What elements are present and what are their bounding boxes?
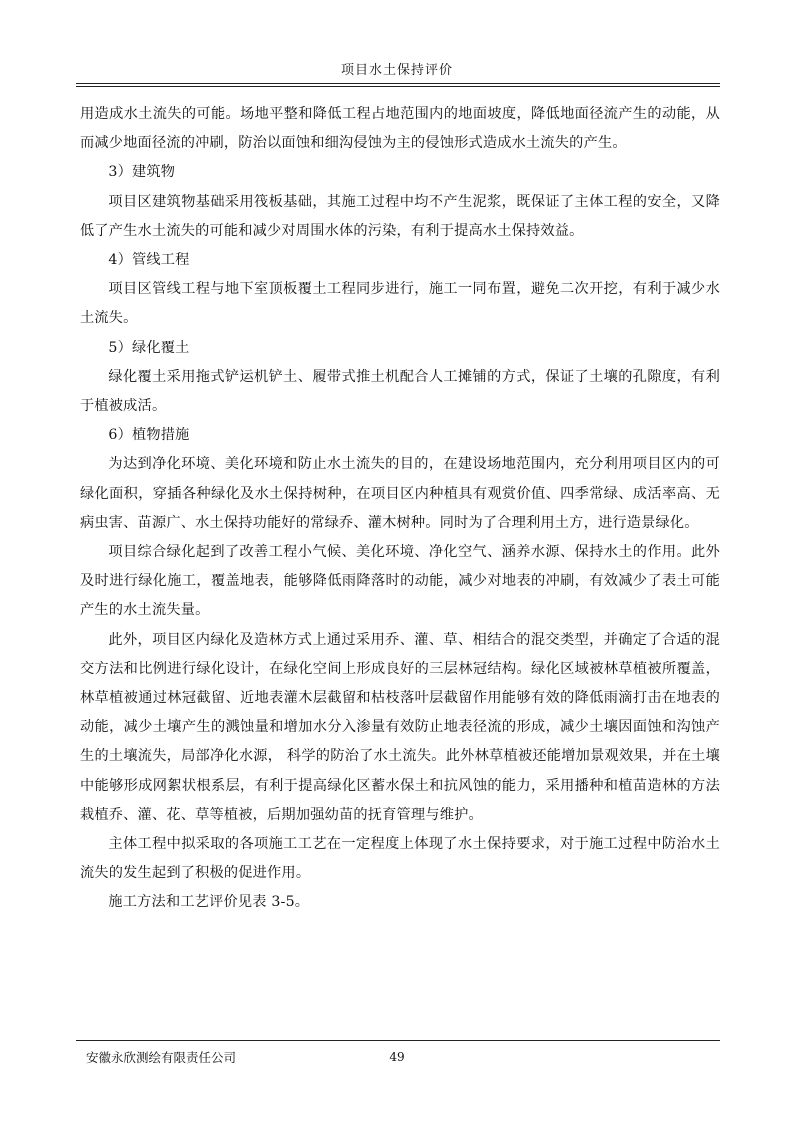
paragraph-green-soil: 绿化覆土采用拖式铲运机铲土、履带式推土机配合人工摊铺的方式，保证了土壤的孔隙度，有利于植被成活。 bbox=[80, 368, 720, 415]
section-heading-buildings: 3）建筑物 bbox=[108, 164, 176, 181]
paragraph-construction-process: 主体工程中拟采取的各项施工工艺在一定程度上体现了水土保持要求，对于施工过程中防治水土流失的发生起到了积极的促进作用。 bbox=[80, 836, 720, 882]
paragraph-plant-measures: 为达到净化环境、美化环境和防止水土流失的目的，在建设场地范围内，充分利用项目区内的可绿化面积，穿插各种绿化及水土保持树种，在项目区内种植具有观赏价值、四季常绿、成活率高、无病虫害、苗源广、水土保持功能好的常绿乔、灌木树种。同时为了合理利用土方，进行造景绿化。 bbox=[80, 456, 720, 531]
document-body bbox=[80, 100, 720, 918]
section-heading-green-soil: 5）绿化覆土 bbox=[108, 339, 190, 356]
footer-divider bbox=[76, 1040, 720, 1041]
paragraph-table-reference: 施工方法和工艺评价见表 3-5。 bbox=[108, 894, 310, 911]
header-divider-secondary bbox=[76, 86, 720, 87]
paragraph-mixed-planting: 此外，项目区内绿化及造林方式上通过采用乔、灌、草、相结合的混交类型，并确定了合适的混交方法和比例进行绿化设计，在绿化空间上形成良好的三层林冠结构。绿化区域被林草植被所覆盖，林草植被通过林冠截留、近地表灌木层截留和枯枝落叶层截留作用能够有效的降低雨滴打击在地表的动能，减少土壤产生的溅蚀量和增加水分入渗量有效防止地表径流的形成，减少土壤因面蚀和沟蚀产生的土壤流失，局部净化水源， 科学的防治了水土流失。此外林草植被还能增加景观效果，并在土壤中能够形成网絮状根系层，有利于提高绿化区蓄水保土和抗风蚀的能力，采用播种和植苗造林的方法栽植乔、灌、花、草等植被，后期加强幼苗的抚育管理与维护。 bbox=[80, 631, 720, 823]
page-header-title: 项目水土保持评价 bbox=[340, 63, 453, 78]
section-heading-plant-measures: 6）植物措施 bbox=[108, 427, 190, 444]
paragraph-buildings: 项目区建筑物基础采用筏板基础，其施工过程中均不产生泥浆，既保证了主体工程的安全，又降低了产生水土流失的可能和减少对周围水体的污染，有利于提高水土保持效益。 bbox=[80, 193, 720, 239]
footer-company-name: 安徽永欣测绘有限责任公司 bbox=[86, 1050, 237, 1065]
section-heading-pipelines: 4）管线工程 bbox=[108, 252, 190, 269]
paragraph-continuation: 用造成水土流失的可能。场地平整和降低工程占地范围内的地面坡度，降低地面径流产生的动能，从而减少地面径流的冲刷，防治以面蚀和细沟侵蚀为主的侵蚀形式造成水土流失的产生。 bbox=[80, 106, 720, 152]
paragraph-greening-effects: 项目综合绿化起到了改善工程小气候、美化环境、净化空气、涵养水源、保持水土的作用。此外及时进行绿化施工，覆盖地表，能够降低雨降落时的动能，减少对地表的冲刷，有效减少了表土可能产生的水土流失量。 bbox=[80, 544, 720, 619]
paragraph-pipelines: 项目区管线工程与地下室顶板覆土工程同步进行，施工一同布置，避免二次开挖，有利于减少水土流失。 bbox=[80, 281, 720, 327]
header-divider bbox=[76, 83, 720, 84]
page-number: 49 bbox=[389, 1050, 405, 1064]
